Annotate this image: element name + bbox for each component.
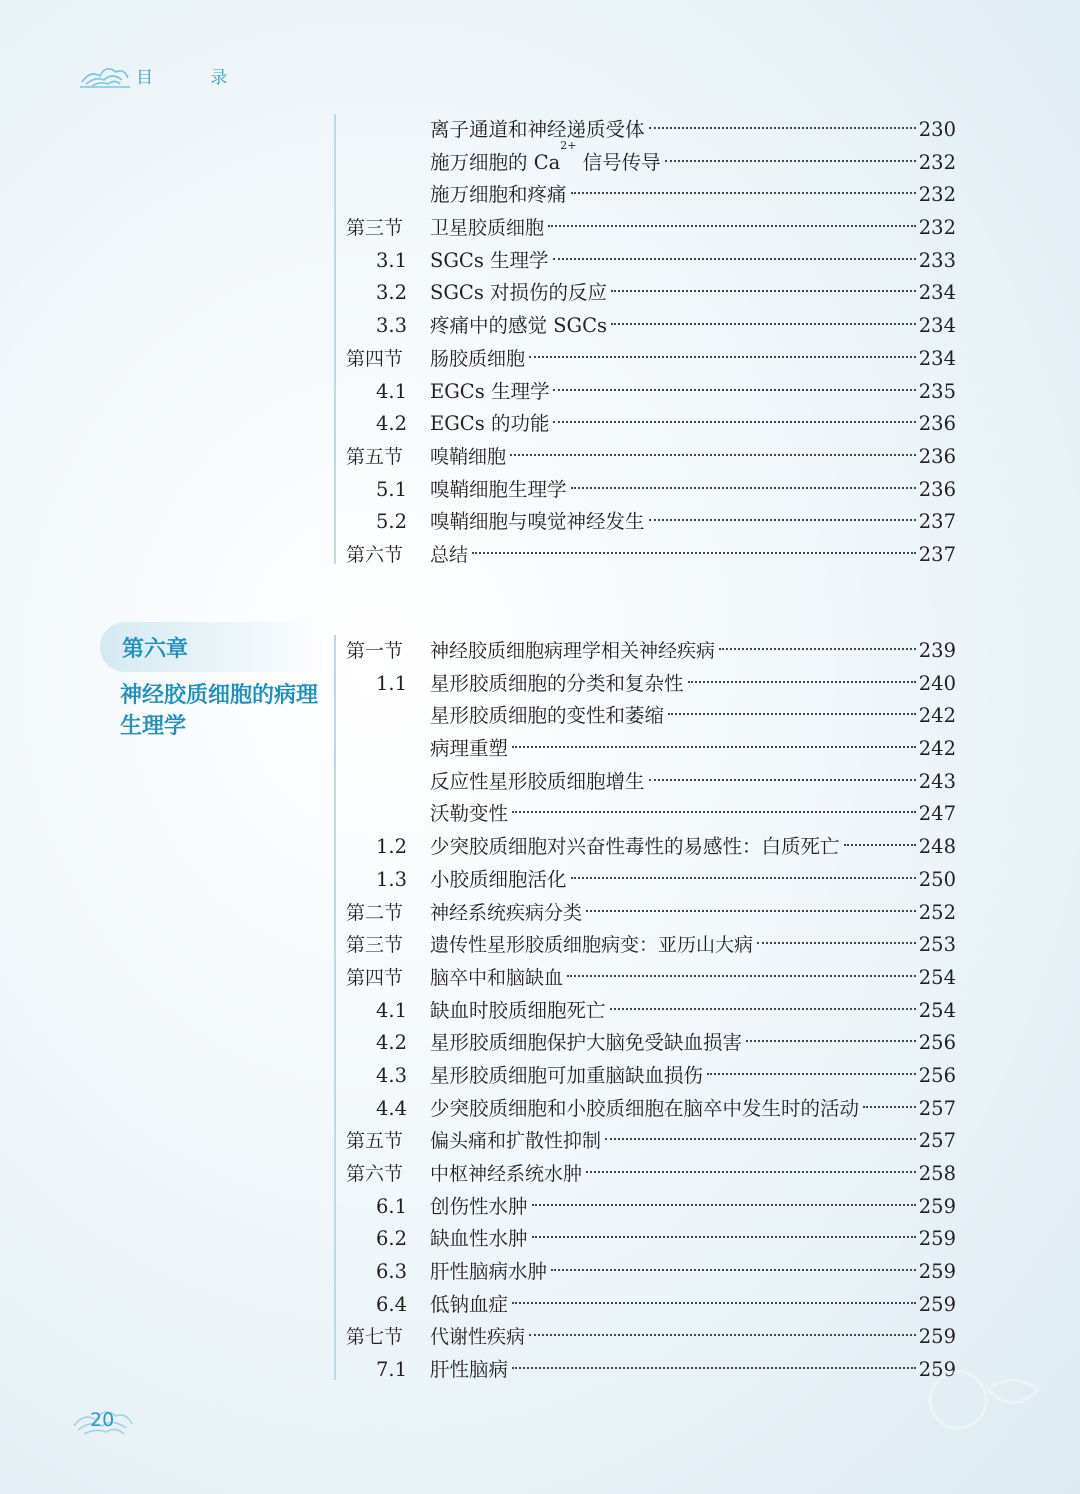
- page-header: [78, 58, 253, 92]
- toc-entry-title: 脑卒中和脑缺血: [430, 966, 564, 989]
- toc-entry-title: 施万细胞和疼痛: [430, 183, 567, 207]
- toc-page-number: 230: [918, 118, 956, 141]
- toc-block-chapter-6: [334, 635, 956, 1380]
- toc-entry: [336, 929, 956, 962]
- toc-page-number: 253: [918, 933, 956, 957]
- dot-leader: [529, 1334, 916, 1336]
- toc-block-continued: [334, 114, 956, 564]
- toc-number-label: 1.3: [375, 867, 407, 891]
- dot-leader: [586, 910, 916, 912]
- dot-leader: [605, 1138, 916, 1140]
- toc-entry: [336, 179, 956, 212]
- toc-page-number: 236: [918, 444, 956, 468]
- dot-leader: [553, 258, 916, 260]
- toc-entry: [336, 1125, 956, 1158]
- dot-leader: [571, 192, 916, 194]
- toc-entry: [336, 310, 956, 343]
- dot-leader: [510, 454, 916, 456]
- toc-entry: [336, 441, 956, 474]
- toc-page-number: 247: [918, 802, 956, 826]
- dot-leader: [512, 1302, 916, 1304]
- toc-page-number: 234: [918, 314, 956, 338]
- dot-leader: [553, 389, 915, 391]
- toc-page-number: 233: [918, 248, 956, 272]
- dot-leader: [746, 1040, 916, 1042]
- toc-page-number: 243: [918, 769, 956, 793]
- toc-page-number: 250: [918, 867, 956, 891]
- toc-number-label: 5.2: [375, 510, 407, 534]
- toc-page-number: 254: [918, 965, 956, 989]
- toc-entry-title: 缺血性水肿: [430, 1227, 528, 1251]
- dot-leader: [529, 356, 916, 358]
- toc-entry: [336, 700, 956, 733]
- dot-leader: [665, 160, 916, 162]
- toc-entry-title: 缺血时胶质细胞死亡: [430, 998, 606, 1022]
- toc-page-number: 259: [918, 1358, 956, 1382]
- toc-number-label: 4.1: [375, 998, 407, 1022]
- toc-entry: [336, 343, 956, 376]
- toc-entry: [336, 995, 956, 1028]
- dot-leader: [553, 421, 915, 423]
- toc-entry-title: 中枢神经系统水肿: [430, 1163, 583, 1185]
- header-title: 目 录: [136, 67, 254, 88]
- toc-entry: [336, 138, 956, 180]
- dot-leader: [551, 1269, 916, 1271]
- toc-entry: [336, 277, 956, 310]
- dot-leader: [512, 1367, 916, 1369]
- toc-entry: [336, 539, 956, 572]
- toc-page-number: 240: [918, 671, 956, 695]
- toc-page-number: 236: [918, 477, 956, 501]
- toc-entry: [336, 798, 956, 831]
- dot-leader: [757, 942, 916, 944]
- toc-entry-title: 神经系统疾病分类: [430, 901, 583, 924]
- toc-section-label: 第四节: [346, 966, 404, 989]
- dot-leader: [707, 1073, 916, 1075]
- dot-leader: [649, 779, 916, 781]
- toc-entry: [336, 1321, 956, 1354]
- toc-entry-title: 偏头痛和扩散性抑制: [430, 1130, 602, 1153]
- toc-entry-title: 肝性脑病水肿: [430, 1260, 548, 1284]
- toc-page-number: 254: [918, 998, 956, 1022]
- dot-leader: [472, 552, 916, 554]
- toc-page-number: 257: [918, 1096, 956, 1120]
- toc-entry: [336, 864, 956, 897]
- toc-entry-title: 嗅鞘细胞与嗅觉神经发生: [430, 510, 645, 534]
- toc-entry: [336, 766, 956, 799]
- dot-leader: [719, 648, 916, 650]
- dot-leader: [586, 1171, 916, 1173]
- toc-entry-title: 低钠血症: [430, 1292, 509, 1316]
- toc-entry: [336, 376, 956, 409]
- toc-entry-title: 沃勒变性: [430, 802, 509, 826]
- dot-leader: [863, 1106, 916, 1108]
- dot-leader: [532, 1236, 916, 1238]
- toc-page-number: 256: [918, 1063, 956, 1087]
- toc-page-number: 242: [918, 704, 956, 728]
- toc-entry-title: 代谢性疾病: [430, 1326, 526, 1349]
- toc-entry-title: 嗅鞘细胞生理学: [430, 477, 567, 501]
- toc-entry-title: 嗅鞘细胞: [430, 445, 507, 468]
- toc-number-label: 3.3: [375, 314, 407, 338]
- toc-entry: [336, 474, 956, 507]
- dot-leader: [844, 844, 916, 846]
- toc-entry-title: 星形胶质细胞保护大脑免受缺血损害: [430, 1031, 743, 1055]
- toc-entry: [336, 1060, 956, 1093]
- dot-leader: [611, 323, 916, 325]
- dot-leader: [610, 1008, 916, 1010]
- toc-page-number: 259: [918, 1292, 956, 1316]
- toc-number-label: 6.3: [375, 1260, 407, 1284]
- toc-number-label: 3.2: [375, 281, 407, 305]
- toc-entry-title: 星形胶质细胞的分类和复杂性: [430, 671, 684, 695]
- superscript: 2+: [560, 138, 577, 152]
- dot-leader: [512, 811, 916, 813]
- toc-entry: [336, 1256, 956, 1289]
- toc-page-number: 252: [918, 900, 956, 924]
- toc-number-label: 4.2: [375, 412, 407, 436]
- toc-entry: [336, 506, 956, 539]
- toc-entry-title: 星形胶质细胞可加重脑缺血损伤: [430, 1063, 704, 1087]
- toc-entry: [336, 962, 956, 995]
- chapter-label: 第六章: [122, 636, 189, 662]
- toc-number-label: 1.1: [375, 671, 407, 695]
- toc-page-number: 234: [918, 281, 956, 305]
- watermark-icon: [918, 1360, 1048, 1440]
- toc-section-label: 第四节: [346, 347, 404, 370]
- toc-number-label: 6.4: [375, 1292, 407, 1316]
- toc-section-label: 第五节: [346, 445, 404, 468]
- toc-entry-title: 星形胶质细胞的变性和萎缩: [430, 704, 665, 728]
- dot-leader: [512, 746, 916, 748]
- toc-section-label: 第五节: [346, 1130, 404, 1153]
- dot-leader: [611, 290, 916, 292]
- toc-page-number: 257: [918, 1129, 956, 1153]
- wave-cloud-icon: [78, 60, 132, 90]
- toc-number-label: 1.2: [375, 835, 407, 859]
- toc-entry-title: 肝性脑病: [430, 1358, 509, 1382]
- toc-entry: [336, 1354, 956, 1387]
- toc-entry: [336, 114, 956, 147]
- toc-page-number: 259: [918, 1194, 956, 1218]
- toc-section-label: 第七节: [346, 1326, 404, 1349]
- toc-entry-title-part: 施万细胞的 Ca: [430, 150, 561, 174]
- toc-page-number: 235: [918, 379, 956, 403]
- toc-entry-title: 遗传性星形胶质细胞病变：亚历山大病: [430, 934, 754, 957]
- toc-entry-title: 神经胶质细胞病理学相关神经疾病: [430, 640, 716, 662]
- toc-section-label: 第二节: [346, 901, 404, 924]
- toc-entry: [336, 1027, 956, 1060]
- toc-entry-title: 卫星胶质细胞: [430, 217, 545, 240]
- toc-entry: [336, 1093, 956, 1126]
- dot-leader: [571, 877, 916, 879]
- toc-page-number: 232: [918, 150, 956, 174]
- toc-entry-title: 离子通道和神经递质受体: [430, 118, 645, 141]
- toc-entry: [336, 1289, 956, 1322]
- toc-number-label: 4.2: [375, 1031, 407, 1055]
- toc-entry-title: 肠胶质细胞: [430, 347, 526, 370]
- toc-page-number: 236: [918, 412, 956, 436]
- toc-entry: [336, 733, 956, 766]
- toc-number-label: 4.1: [375, 379, 407, 403]
- toc-entry: [336, 831, 956, 864]
- toc-page-number: 248: [918, 835, 956, 859]
- dot-leader: [567, 975, 916, 977]
- toc-page-number: 259: [918, 1227, 956, 1251]
- toc-page-number: 234: [918, 346, 956, 370]
- dot-leader: [548, 225, 916, 227]
- toc-page-number: 232: [918, 216, 956, 240]
- dot-leader: [668, 713, 916, 715]
- toc-entry-title: 少突胶质细胞对兴奋性毒性的易感性：白质死亡: [430, 835, 840, 859]
- toc-section-label: 第三节: [346, 934, 404, 957]
- toc-page-number: 237: [918, 542, 956, 566]
- toc-entry-title: 总结: [430, 543, 469, 566]
- toc-entry-title: 少突胶质细胞和小胶质细胞在脑卒中发生时的活动: [430, 1096, 860, 1120]
- toc-section-label: 第三节: [346, 217, 404, 240]
- toc-entry-title: 病理重塑: [430, 737, 509, 761]
- toc-number-label: 4.3: [375, 1063, 407, 1087]
- toc-page-number: 258: [918, 1162, 956, 1185]
- chapter-title: 神经胶质细胞的病理生理学: [120, 683, 319, 739]
- toc-entry: [336, 668, 956, 701]
- toc-entry: [336, 1158, 956, 1191]
- toc-entry: [336, 635, 956, 668]
- toc-entry: [336, 1223, 956, 1256]
- toc-number-label: 6.2: [375, 1227, 407, 1251]
- toc-number-label: 7.1: [375, 1358, 407, 1382]
- toc-entry: [336, 245, 956, 278]
- dot-leader: [532, 1204, 916, 1206]
- toc-page-number: 259: [918, 1260, 956, 1284]
- toc-page-number: 242: [918, 737, 956, 761]
- toc-entry-title: 疼痛中的感觉 SGCs: [430, 314, 608, 338]
- dot-leader: [649, 519, 916, 521]
- toc-page-number: 256: [918, 1031, 956, 1055]
- toc-page-number: 259: [918, 1325, 956, 1349]
- dot-leader: [649, 127, 916, 129]
- toc-number-label: 6.1: [375, 1194, 407, 1218]
- dot-leader: [571, 487, 916, 489]
- toc-page-number: 232: [918, 183, 956, 207]
- toc-number-label: 3.1: [375, 248, 407, 272]
- toc-entry: [336, 897, 956, 930]
- toc-entry-title: SGCs 生理学: [430, 248, 549, 272]
- toc-number-label: 5.1: [375, 477, 407, 501]
- toc-section-label: 第六节: [346, 1163, 404, 1185]
- toc-entry-title: [430, 138, 661, 180]
- toc-entry-title: 反应性星形胶质细胞增生: [430, 769, 645, 793]
- toc-section-label: 第六节: [346, 543, 404, 566]
- toc-page-number: 237: [918, 510, 956, 534]
- toc-entry-title: EGCs 的功能: [430, 412, 550, 436]
- toc-entry: [336, 1191, 956, 1224]
- toc-entry-title: SGCs 对损伤的反应: [430, 281, 608, 305]
- toc-entry-title: 小胶质细胞活化: [430, 867, 567, 891]
- toc-section-label: 第一节: [346, 640, 404, 662]
- toc-entry: [336, 212, 956, 245]
- toc-entry: [336, 408, 956, 441]
- toc-entry-title: 创伤性水肿: [430, 1194, 528, 1218]
- dot-leader: [688, 681, 916, 683]
- toc-number-label: 4.4: [375, 1096, 407, 1120]
- toc-entry-title-part: 信号传导: [576, 150, 661, 174]
- toc-page-number: 239: [918, 639, 956, 662]
- toc-entry-title: EGCs 生理学: [430, 379, 550, 403]
- page-number: 20: [90, 1409, 115, 1431]
